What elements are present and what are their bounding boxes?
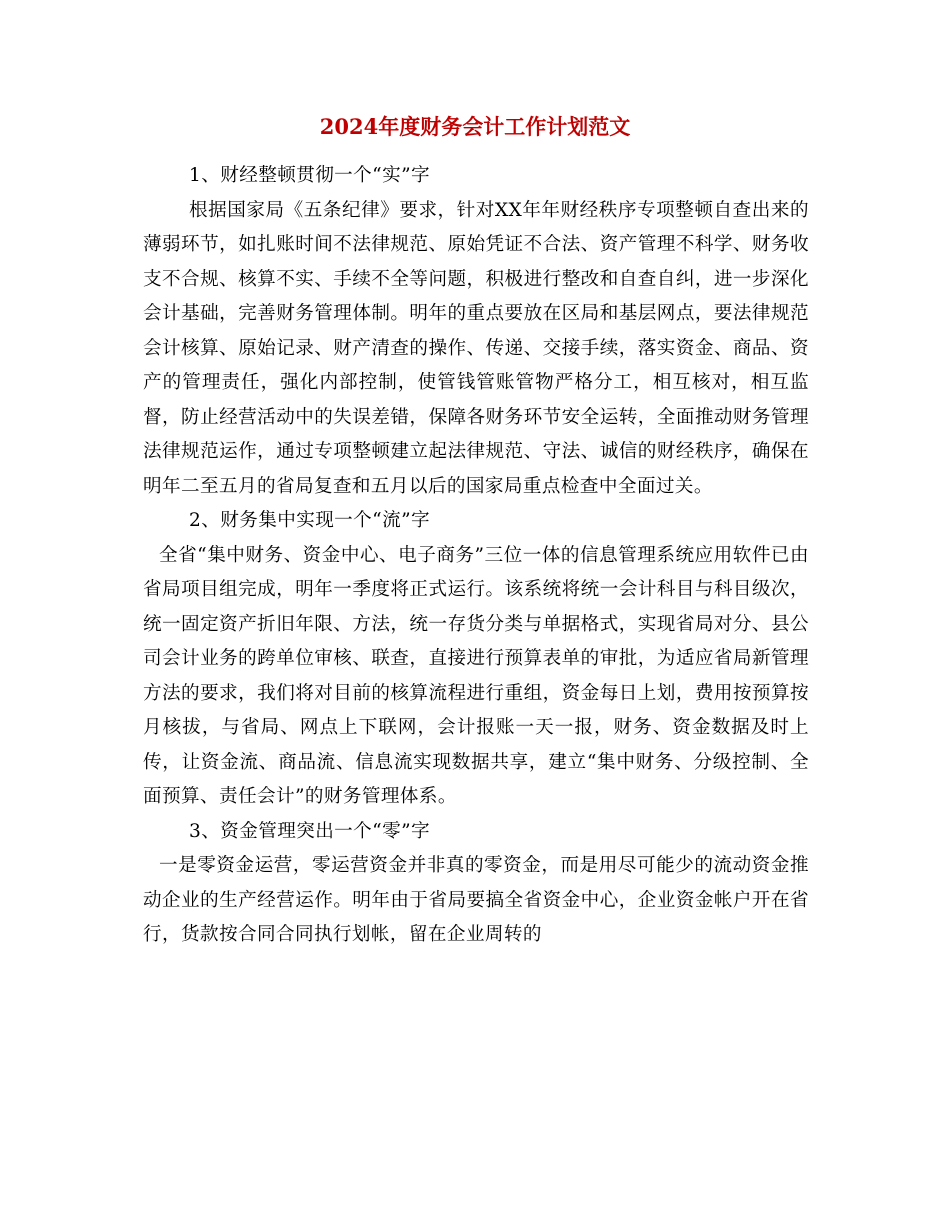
section-1-paragraph: 根据国家局《五条纪律》要求，针对XX年年财经秩序专项整顿自查出来的薄弱环节，如扎账时间不法律规范、原始凭证不合法、资产管理不科学、财务收支不合规、核算不实、手续不全等问题，积极进行整改和自查自纠，进一步深化会计基础，完善财务管理体制。明年的重点要放在区局和基层网点，要法律规范会计核算、原始记录、财产清查的操作、传递、交接手续，落实资金、商品、资产的管理责任，强化内部控制，使管钱管账管物严格分工，相互核对，相互监督，防止经营活动中的失误差错，保障各财务环节安全运转，全面推动财务管理法律规范运作，通过专项整顿建立起法律规范、守法、诚信的财经秩序，确保在明年二至五月的省局复查和五月以后的国家局重点检查中全面过关。 — [143, 199, 809, 497]
document-title: 2024年度财务会计工作计划范文 — [319, 114, 631, 139]
section-3-paragraph: 一是零资金运营，零运营资金并非真的零资金，而是用尽可能少的流动资金推动企业的生产经营运作。明年由于省局要搞全省资金中心，企业资金帐户开在省行，货款按合同合同执行划帐，留在企业周转的 — [143, 855, 809, 945]
section-2-heading: 2、财务集中实现一个“流”字 — [189, 510, 430, 531]
document-body — [143, 159, 809, 953]
section-3-heading: 3、资金管理突出一个“零”字 — [189, 820, 430, 842]
section-1-heading: 1、财经整顿贯彻一个“实”字 — [189, 165, 430, 186]
section-2-paragraph: 全省“集中财务、资金中心、电子商务”三位一体的信息管理系统应用软件已由省局项目组完成，明年一季度将正式运行。该系统将统一会计科目与科目级次，统一固定资产折旧年限、方法，统一存货分类与单据格式，实现省局对分、县公司会计业务的跨单位审核、联查，直接进行预算表单的审批，为适应省局新管理方法的要求，我们将对目前的核算流程进行重组，资金每日上划，费用按预算按月核拔，与省局、网点上下联网，会计报账一天一报，财务、资金数据及时上传，让资金流、商品流、信息流实现数据共享，建立“集中财务、分级控制、全面预算、责任会计”的财务管理体系。 — [143, 544, 809, 807]
